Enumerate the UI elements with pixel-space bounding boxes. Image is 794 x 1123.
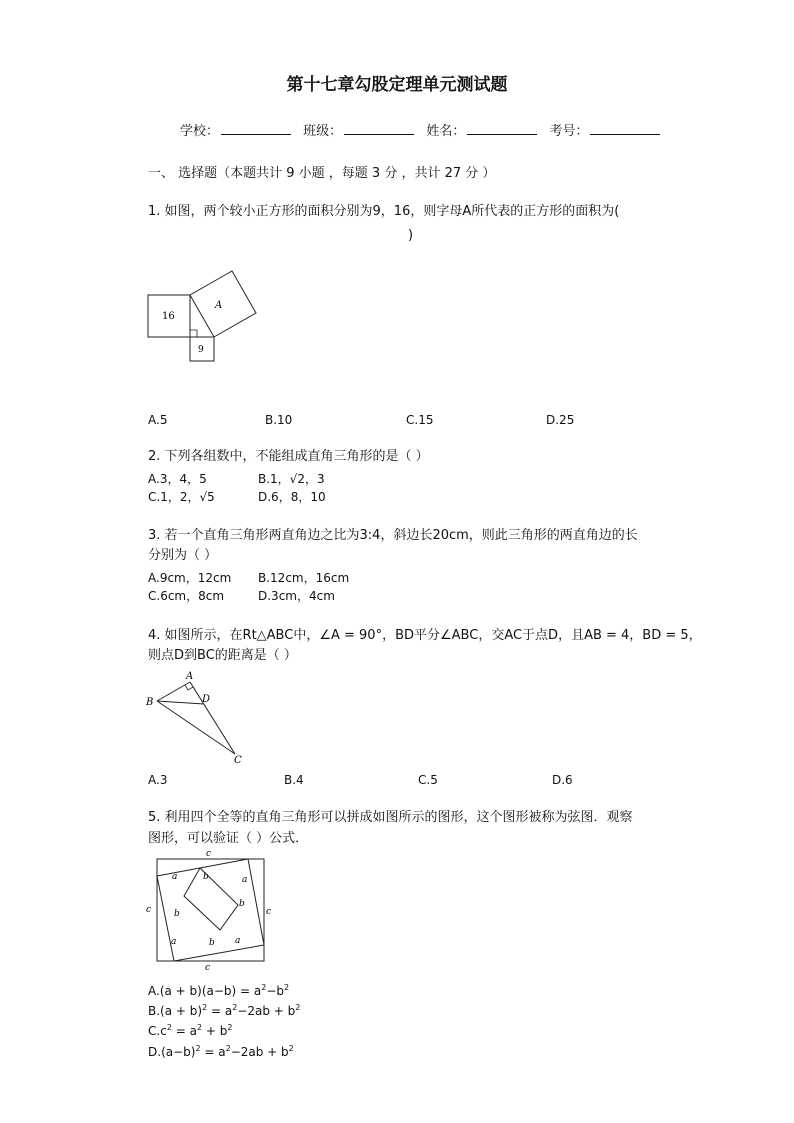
q2-option-b[interactable]: B.1，√2，3 <box>258 472 325 486</box>
q5-label-b3: b <box>174 909 180 919</box>
q5-label-c-right: c <box>266 907 272 917</box>
q5-option-d[interactable]: $D.(a-b)^2 = a^2-2ab + b^2$ <box>148 1044 294 1059</box>
q4-option-d[interactable]: D.6 <box>552 773 573 787</box>
q5-option-b[interactable]: $B.(a + b)^2 = a^2-2ab + b^2$ <box>148 1003 301 1018</box>
q2-option-a[interactable]: A.3，4，5 <box>148 472 207 486</box>
q5-label-b1: b <box>203 872 209 882</box>
q3-option-d[interactable]: D.3cm，4cm <box>258 589 335 603</box>
q5-label-b4: b <box>209 938 215 948</box>
q1-text: 1. 如图，两个较小正方形的面积分别为9，16，则字母A所代表的正方形的面积为( <box>148 204 620 219</box>
q1-option-d[interactable]: D.25 <box>546 413 575 427</box>
q2-option-d[interactable]: D.6，8，10 <box>258 490 326 504</box>
q4-label-D: D <box>202 694 211 705</box>
q1-option-a[interactable]: A.5 <box>148 413 168 427</box>
q4-figure <box>140 668 255 766</box>
q3-option-c[interactable]: C.6cm，8cm <box>148 589 225 603</box>
q5-label-b2: b <box>239 899 245 909</box>
q3-text-line2: 分别为（ ） <box>148 548 218 563</box>
q5-label-a4: a <box>235 936 241 946</box>
q1-label-16: 16 <box>162 311 175 322</box>
q5-label-a2: a <box>242 875 248 885</box>
q1-close-paren: ) <box>408 228 414 243</box>
q1-option-c[interactable]: C.15 <box>406 413 434 427</box>
q5-option-a[interactable]: $A.(a + b)(a-b) = a^2-b^2$ <box>148 983 290 998</box>
section-header: 一、 选择题（本题共计 9 小题 ，每题 3 分 ，共计 27 分 ） <box>148 166 496 181</box>
q4-label-C: C <box>234 755 242 766</box>
q5-inner-square <box>184 868 238 930</box>
name-label: 姓名： <box>426 124 466 139</box>
page-title: 第十七章勾股定理单元测试题 <box>286 75 508 95</box>
q5-text-line1: 5. 利用四个全等的直角三角形可以拼成如图所示的图形，这个图形被称为弦图．观察 <box>148 810 633 825</box>
q5-figure <box>140 846 280 976</box>
student-info <box>180 120 668 139</box>
q1-square-A <box>190 271 256 337</box>
q5-text-line2: 图形，可以验证（ ）公式． <box>148 831 309 846</box>
name-blank[interactable] <box>467 121 537 135</box>
q3-text-line1: 3. 若一个直角三角形两直角边之比为3:4，斜边长20cm，则此三角形的两直角边的长 <box>148 528 638 543</box>
school-blank[interactable] <box>221 121 291 135</box>
q1-figure <box>140 262 270 367</box>
q4-text-line1: 4. 如图所示，在Rt△ABC中，∠A = 90°，BD平分∠ABC，交AC于点D，且AB = 4，BD = 5， <box>148 628 702 643</box>
class-label: 班级： <box>303 124 343 139</box>
q2-text: 2. 下列各组数中，不能组成直角三角形的是（ ） <box>148 449 429 464</box>
number-label: 考号： <box>549 124 589 139</box>
q5-label-c-left: c <box>146 905 152 915</box>
q4-text-line2: 则点D到BC的距离是（ ） <box>148 648 297 663</box>
q3-option-b[interactable]: B.12cm，16cm <box>258 571 350 585</box>
q4-option-a[interactable]: A.3 <box>148 773 168 787</box>
number-blank[interactable] <box>590 121 660 135</box>
q5-option-c[interactable]: $C.c^2 = a^2 + b^2$ <box>148 1023 233 1038</box>
class-blank[interactable] <box>344 121 414 135</box>
q4-option-b[interactable]: B.4 <box>284 773 304 787</box>
q5-label-c-top: c <box>206 849 212 859</box>
q1-option-b[interactable]: B.10 <box>265 413 293 427</box>
q3-option-a[interactable]: A.9cm，12cm <box>148 571 232 585</box>
school-label: 学校： <box>180 124 220 139</box>
q4-label-A: A <box>186 671 194 682</box>
q5-label-c-bottom: c <box>205 963 211 973</box>
q1-label-9: 9 <box>198 345 204 355</box>
q5-label-a3: a <box>171 937 177 947</box>
q4-option-c[interactable]: C.5 <box>418 773 438 787</box>
q1-label-A: A <box>215 300 223 311</box>
q4-label-B: B <box>146 697 154 708</box>
q5-label-a1: a <box>172 872 178 882</box>
q2-option-c[interactable]: C.1，2，√5 <box>148 490 215 504</box>
